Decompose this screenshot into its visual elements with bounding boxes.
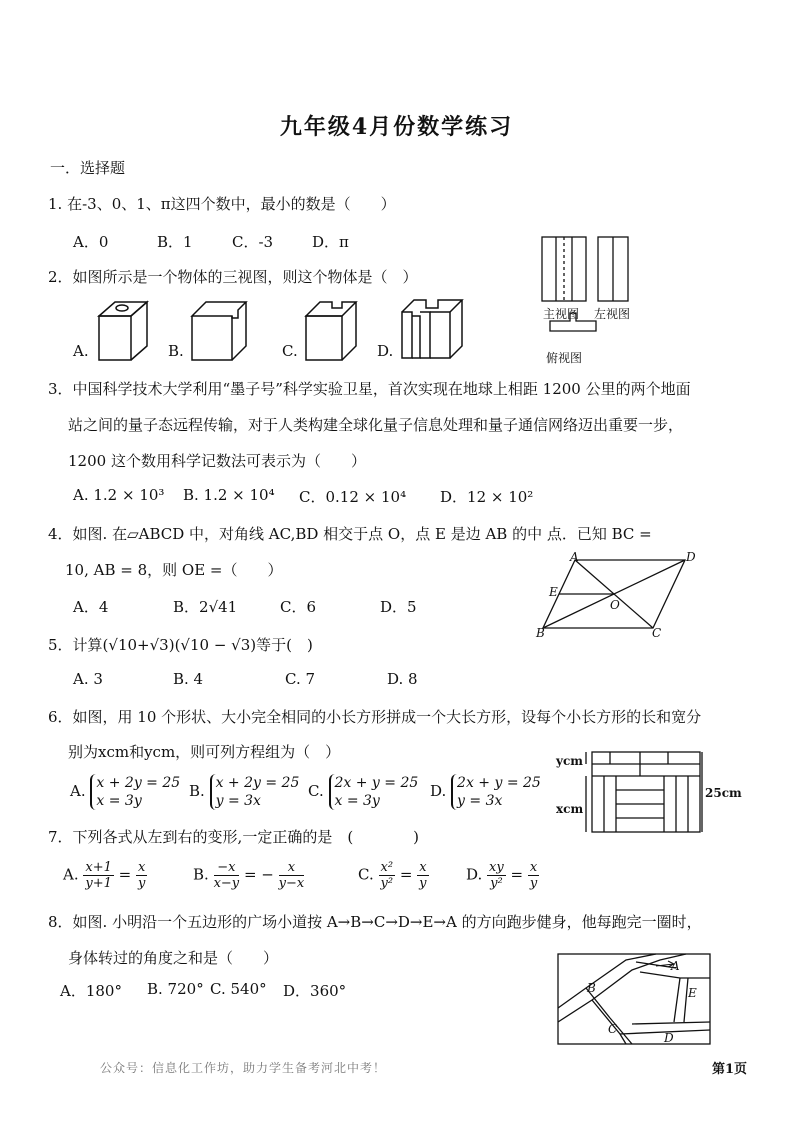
q1-option-d: D．π — [312, 233, 349, 251]
q2-solid-c — [302, 298, 362, 364]
q7-d-lhs — [487, 860, 506, 891]
q6-option-c-letter: C. — [308, 782, 324, 800]
q6-b-eq1: x + 2y = 25 — [215, 775, 300, 791]
question-8-line-1: 8．如图. 小明沿一个五边形的广场小道按 A→B→C→D→E→A 的方向跑步健身，他每跑完一圈时， — [48, 913, 702, 931]
q2-option-a: A. — [73, 342, 89, 360]
q8-option-a: A．180° — [60, 982, 122, 1000]
q7-option-b: B. $\frac{-x}{x-y}$ = − $\frac{x}{y-x}$ — [193, 860, 305, 891]
q7-d-num1: xy — [489, 860, 504, 875]
q5-option-d: D. 8 — [387, 670, 418, 688]
q4-parallelogram-figure — [535, 550, 705, 640]
q4-option-c: C．6 — [280, 598, 317, 616]
q8-option-b: B. 720° — [147, 980, 204, 998]
q2-option-c: C. — [282, 342, 298, 360]
q7-a-den2: y — [138, 876, 146, 891]
q6-rectangle-figure — [580, 748, 705, 838]
q7-c-num2: x — [419, 860, 427, 875]
q7-d-den1: y² — [490, 876, 503, 891]
question-2-stem: 2．如图所示是一个物体的三视图，则这个物体是（ ） — [48, 268, 418, 286]
q7-a-num1: x+1 — [85, 860, 112, 875]
question-6-line-1: 6．如图，用 10 个形状、大小完全相同的小长方形拼成一个大长方形，设每个小长方形的长和宽分 — [48, 708, 702, 726]
q4-label-d: D — [686, 550, 696, 564]
q2-three-views-figure — [540, 235, 640, 355]
q6-option-c-system — [329, 774, 419, 810]
question-3-line-2: 站之间的量子态远程传输，对于人类构建全球化量子信息处理和量子通信网络迈出重要一步， — [68, 416, 684, 434]
q4-label-e: E — [549, 585, 558, 599]
q2-fig-label-front: 主视图 — [543, 307, 580, 321]
q8-label-c: C — [608, 1022, 618, 1036]
question-6-line-2: 别为xcm和ycm，则可列方程组为（ ） — [68, 743, 341, 761]
q6-c-eq2: x = 3y — [334, 793, 380, 809]
q7-c-num1: x² — [380, 860, 394, 875]
q7-option-a-letter: A. — [63, 865, 79, 884]
q7-b-lhs — [214, 860, 240, 891]
q7-b-den1: x−y — [213, 876, 240, 891]
page-number: 第1页 — [712, 1062, 748, 1077]
q8-label-a: A — [671, 959, 680, 973]
q4-label-b: B — [536, 626, 545, 640]
question-7-stem: 7．下列各式从左到右的变形,一定正确的是 ( ) — [48, 828, 420, 846]
q4-option-a: A．4 — [73, 598, 109, 616]
q1-option-a: A．0 — [73, 233, 109, 251]
q7-c-lhs — [379, 860, 396, 891]
q7-option-d-letter: D. — [466, 865, 483, 884]
q5-option-b: B. 4 — [173, 670, 204, 688]
q3-option-d: D．12 × 10² — [440, 488, 534, 506]
q5-option-a: A. 3 — [73, 670, 103, 688]
q6-label-xcm: xcm — [556, 802, 584, 816]
q7-d-num2: x — [529, 860, 538, 875]
q6-a-eq2: x = 3y — [96, 793, 142, 809]
q6-d-eq2: y = 3x — [457, 793, 503, 809]
q8-label-b: B — [587, 981, 596, 995]
section-heading: 一．选择题 — [50, 159, 126, 177]
q7-b-num1: −x — [214, 860, 240, 876]
q4-label-a: A — [570, 550, 579, 564]
q3-option-c: C．0.12 × 10⁴ — [299, 488, 407, 506]
q7-option-d: D. $\frac{xy}{\text{y²}}$ = $\frac{x}{y}$ — [466, 860, 538, 891]
question-3-line-1: 3．中国科学技术大学利用“墨子号”科学实验卫星，首次实现在地球上相距 1200 公里的两个地面 — [48, 380, 691, 398]
q6-option-b — [189, 774, 299, 810]
q1-option-c: C．-3 — [232, 233, 274, 251]
q8-option-d: D．360° — [283, 982, 347, 1000]
q7-b-num2: x — [279, 860, 305, 876]
q6-option-c — [308, 774, 418, 810]
q7-option-c: C. $\frac{\text{x²}}{\text{y²}}$ = $\frac{x}{y}$ — [358, 860, 427, 891]
q2-solid-b — [188, 298, 252, 364]
q7-a-rhs — [136, 860, 147, 891]
q6-d-eq1: 2x + y = 25 — [457, 775, 541, 791]
q6-option-d-letter: D. — [430, 782, 447, 800]
q6-a-eq1: x + 2y = 25 — [96, 775, 181, 791]
q6-label-ycm: ycm — [556, 754, 583, 768]
q2-fig-label-side: 左视图 — [594, 307, 631, 321]
q6-option-d — [430, 774, 541, 810]
q6-option-a — [70, 774, 180, 810]
q8-label-e: E — [688, 986, 697, 1000]
q4-option-d: D．5 — [380, 598, 417, 616]
q2-solid-d — [398, 296, 468, 364]
q2-option-b: B. — [168, 342, 184, 360]
q6-option-d-system — [451, 774, 541, 810]
page-title: 九年级4月份数学练习 — [279, 114, 514, 140]
q1-option-b: B．1 — [157, 233, 193, 251]
q7-b-den2: y−x — [278, 876, 305, 891]
q7-c-den1: y² — [380, 876, 394, 891]
question-8-line-2: 身体转过的角度之和是（ ） — [68, 949, 279, 967]
q5-option-c: C. 7 — [285, 670, 316, 688]
q6-option-b-system — [210, 774, 300, 810]
q6-option-a-system — [90, 774, 180, 810]
q7-d-rhs — [528, 860, 539, 891]
question-3-line-3: 1200 这个数用科学记数法可表示为（ ） — [68, 452, 366, 470]
q2-fig-label-top: 俯视图 — [546, 351, 583, 365]
q6-c-eq1: 2x + y = 25 — [334, 775, 419, 791]
q7-b-rhs — [279, 860, 305, 891]
q7-c-den2: y — [419, 876, 427, 891]
q7-option-c-letter: C. — [358, 865, 374, 884]
question-4-line-1: 4．如图. 在▱ABCD 中，对角线 AC,BD 相交于点 O，点 E 是边 AB 的中 点．已知 BC = — [48, 525, 652, 543]
q7-a-lhs — [83, 860, 114, 891]
q7-c-rhs — [417, 860, 428, 891]
question-1-stem: 1. 在-3、0、1、π这四个数中，最小的数是（ ） — [48, 195, 396, 213]
q6-b-eq2: y = 3x — [215, 793, 261, 809]
q7-a-num2: x — [138, 860, 146, 875]
q4-label-c: C — [652, 626, 662, 640]
q3-option-a: A. 1.2 × 10³ — [73, 486, 165, 504]
q6-label-25cm: 25cm — [705, 786, 742, 800]
q8-label-d: D — [664, 1031, 674, 1045]
q7-a-den1: y+1 — [85, 876, 112, 891]
footer-note: 公众号：信息化工作坊，助力学生备考河北中考！ — [100, 1061, 387, 1075]
q4-label-o: O — [610, 598, 620, 612]
question-5-stem: 5．计算(√10+√3)(√10 − √3)等于( ) — [48, 636, 313, 654]
q6-option-b-letter: B. — [189, 782, 205, 800]
q2-solid-a — [95, 298, 155, 364]
q4-option-b: B．2√41 — [173, 598, 238, 616]
question-4-line-2: 10, AB = 8，则 OE =（ ） — [65, 561, 283, 579]
q7-d-den2: y — [529, 876, 538, 891]
q6-option-a-letter: A. — [70, 782, 86, 800]
q2-option-d: D. — [377, 342, 394, 360]
q7-option-a: A. $\frac{x+1}{y+1}$ = $\frac{x}{y}$ — [63, 860, 146, 891]
q8-option-c: C. 540° — [210, 980, 267, 998]
q7-option-b-letter: B. — [193, 865, 209, 884]
q3-option-b: B. 1.2 × 10⁴ — [183, 486, 275, 504]
